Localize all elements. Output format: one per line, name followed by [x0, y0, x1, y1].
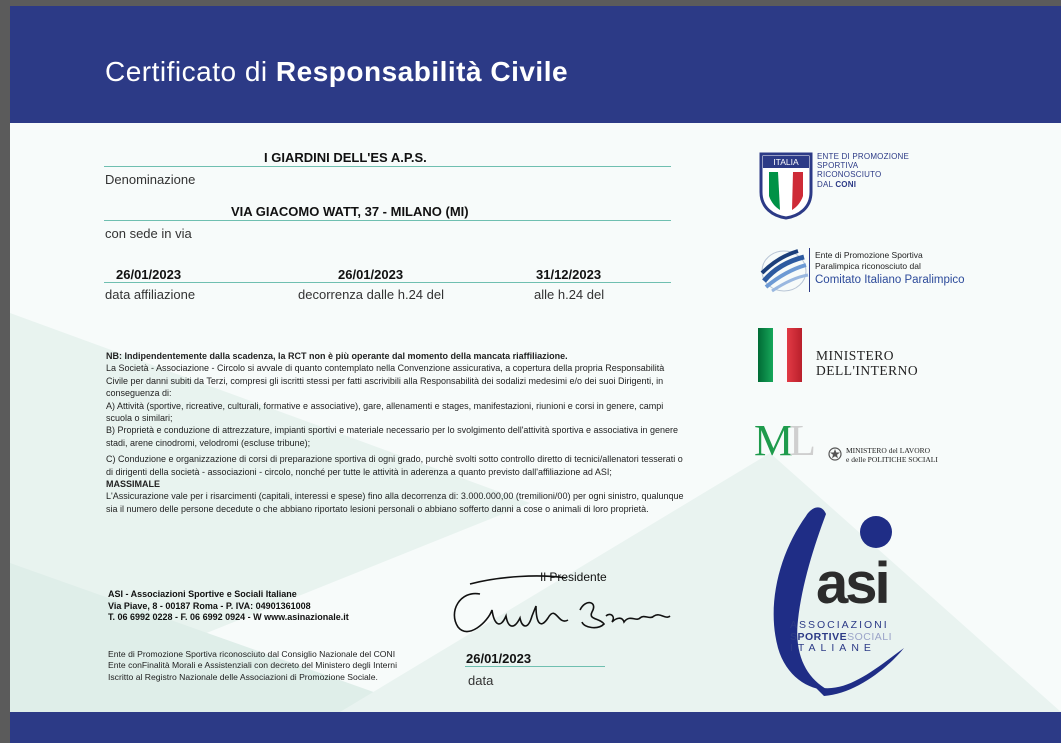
header-banner	[10, 6, 1061, 123]
footer-banner	[10, 712, 1061, 743]
interno-text-line: DELL'INTERNO	[816, 363, 919, 378]
end-date-value: 31/12/2023	[536, 267, 602, 282]
page-title	[105, 56, 568, 88]
title-bold: Responsabilità Civile	[275, 56, 569, 87]
interno-flag-icon	[758, 328, 802, 382]
cip-text	[815, 250, 965, 286]
lavoro-text	[846, 446, 938, 464]
coni-text	[817, 152, 909, 189]
coni-text-line: ENTE DI PROMOZIONE	[817, 152, 910, 161]
president-signature	[440, 572, 680, 642]
coverage-intro: La Società - Associazione - Circolo si avvale di quanto contemplato nella Convenzione assicurativa, a copertura della propria Responsabilità Civile per danni subiti da Terzi, compresi gli iscritti stessi per fatti ascrivibili alla Responsabilità dei sodalizi medesimi e/o dei suoi Dirigenti, in conseguenza di:	[106, 363, 665, 399]
title-light: Certificato di	[105, 56, 268, 87]
coni-text-bold: CONI	[835, 179, 857, 189]
massimale-title: MASSIMALE	[106, 479, 160, 490]
lavoro-text-line: MINISTERO del LAVORO	[846, 446, 931, 455]
interno-text	[816, 348, 918, 378]
asi-text-sociali: SOCIALI	[847, 630, 893, 643]
massimale-text: L'Assicurazione vale per i risarcimenti (capitali, interessi e spese) fino alla decorrenza di: 3.000.000,00 (tremilioni/00) per ogni sinistro, qualunque sia il numero delle persone decedute o che abbiano riportato lesioni personali o abbiano sofferto danni a cose o animali di loro proprietà.	[106, 491, 684, 514]
asi-text-line: ITALIANE	[790, 642, 876, 654]
signature-date-label: data	[468, 673, 494, 688]
coni-text-line: SPORTIVA	[817, 161, 859, 171]
nb-note: NB: Indipendentemente dalla scadenza, la RCT non è più operante dal momento della mancata riaffiliazione.	[106, 351, 568, 361]
certificate-page	[10, 6, 1061, 743]
address-value: VIA GIACOMO WATT, 37 - MILANO (MI)	[231, 204, 469, 219]
coni-text-line: RICONOSCIUTO	[817, 170, 882, 180]
end-date-label: alle h.24 del	[534, 287, 605, 302]
asi-address: Via Piave, 8 - 00187 Roma - P. IVA: 04901361008	[108, 600, 311, 611]
address-underline	[104, 220, 671, 221]
start-date-label: decorrenza dalle h.24 del	[298, 287, 444, 302]
affiliation-date-value: 26/01/2023	[116, 267, 182, 282]
asi-text-sportive: SPORTIVE	[790, 630, 848, 643]
interno-text-line: MINISTERO	[816, 348, 894, 363]
asi-note-line: Ente conFinalità Morali e Assistenziali con decreto del Ministero degli Interni	[108, 660, 397, 671]
president-title: Il Presidente	[540, 570, 607, 584]
lavoro-text-line: e delle POLITICHE SOCIALI	[846, 455, 938, 464]
affiliation-date-label: data affiliazione	[105, 287, 196, 302]
name-value: I GIARDINI DELL'ES A.P.S.	[264, 150, 427, 165]
coverage-c: C) Conduzione e organizzazione di corsi di preparazione sportiva di ogni grado, purchè svolti sotto controllo diretto di tecnici/allenatori tesserati o di dirigenti della società - associazioni - circolo, nonché per tutte le attività in aderenza a quanto previsto dall'affiliazione ad ASI;	[106, 454, 683, 477]
coverage-b: B) Proprietà e conduzione di attrezzature, impianti sportivi e materiale necessario per lo svolgimento dell'attività sportiva e associativa in genere stadi, arene cinodromi, velodromi (escluse tribune);	[106, 425, 679, 448]
start-date-value: 26/01/2023	[338, 267, 404, 282]
dates-underline	[104, 282, 671, 283]
asi-phone: T. 06 6992 0228 - F. 06 6992 0924 - W www.asinazionale.it	[108, 612, 349, 622]
coverage-a: A) Attività (sportive, ricreative, culturali, formative e associative), gare, allenamenti e stages, manifestazioni, riunioni e corsi in genere, campi scuola o similari;	[106, 400, 664, 424]
emblem-icon	[828, 446, 842, 462]
address-label: con sede in via	[105, 226, 192, 241]
asi-note-line: Iscritto al Registro Nazionale delle Associazioni di Promozione Sociale.	[108, 671, 378, 682]
coverage-notes	[106, 350, 686, 515]
coni-badge-text: ITALIA	[773, 157, 799, 167]
lavoro-monogram: ML	[754, 416, 813, 465]
cip-paralympic-icon	[758, 247, 810, 295]
asi-name: ASI - Associazioni Sportive e Sociali Italiane	[108, 589, 297, 599]
asi-text	[790, 620, 892, 655]
cip-text-title: Comitato Italiano Paralimpico	[815, 274, 965, 286]
asi-contact-block	[108, 589, 349, 624]
name-label: Denominazione	[105, 172, 196, 187]
asi-note-line: Ente di Promozione Sportiva riconosciuto dal Consiglio Nazionale del CONI	[108, 649, 396, 659]
asi-registration-note	[108, 649, 397, 683]
cip-text-line: Ente di Promozione Sportiva	[815, 250, 923, 260]
coni-italia-shield-icon	[759, 152, 813, 220]
coni-text-line: DAL	[817, 179, 833, 189]
cip-divider	[809, 248, 810, 292]
cip-text-line: Paralimpica riconosciuto dal	[815, 261, 921, 271]
signature-date-underline	[465, 666, 605, 667]
name-underline	[104, 166, 671, 167]
signature-date-value: 26/01/2023	[466, 651, 532, 666]
asi-wordmark: asi	[816, 551, 888, 616]
asi-text-line: ASSOCIAZIONI	[790, 619, 889, 631]
